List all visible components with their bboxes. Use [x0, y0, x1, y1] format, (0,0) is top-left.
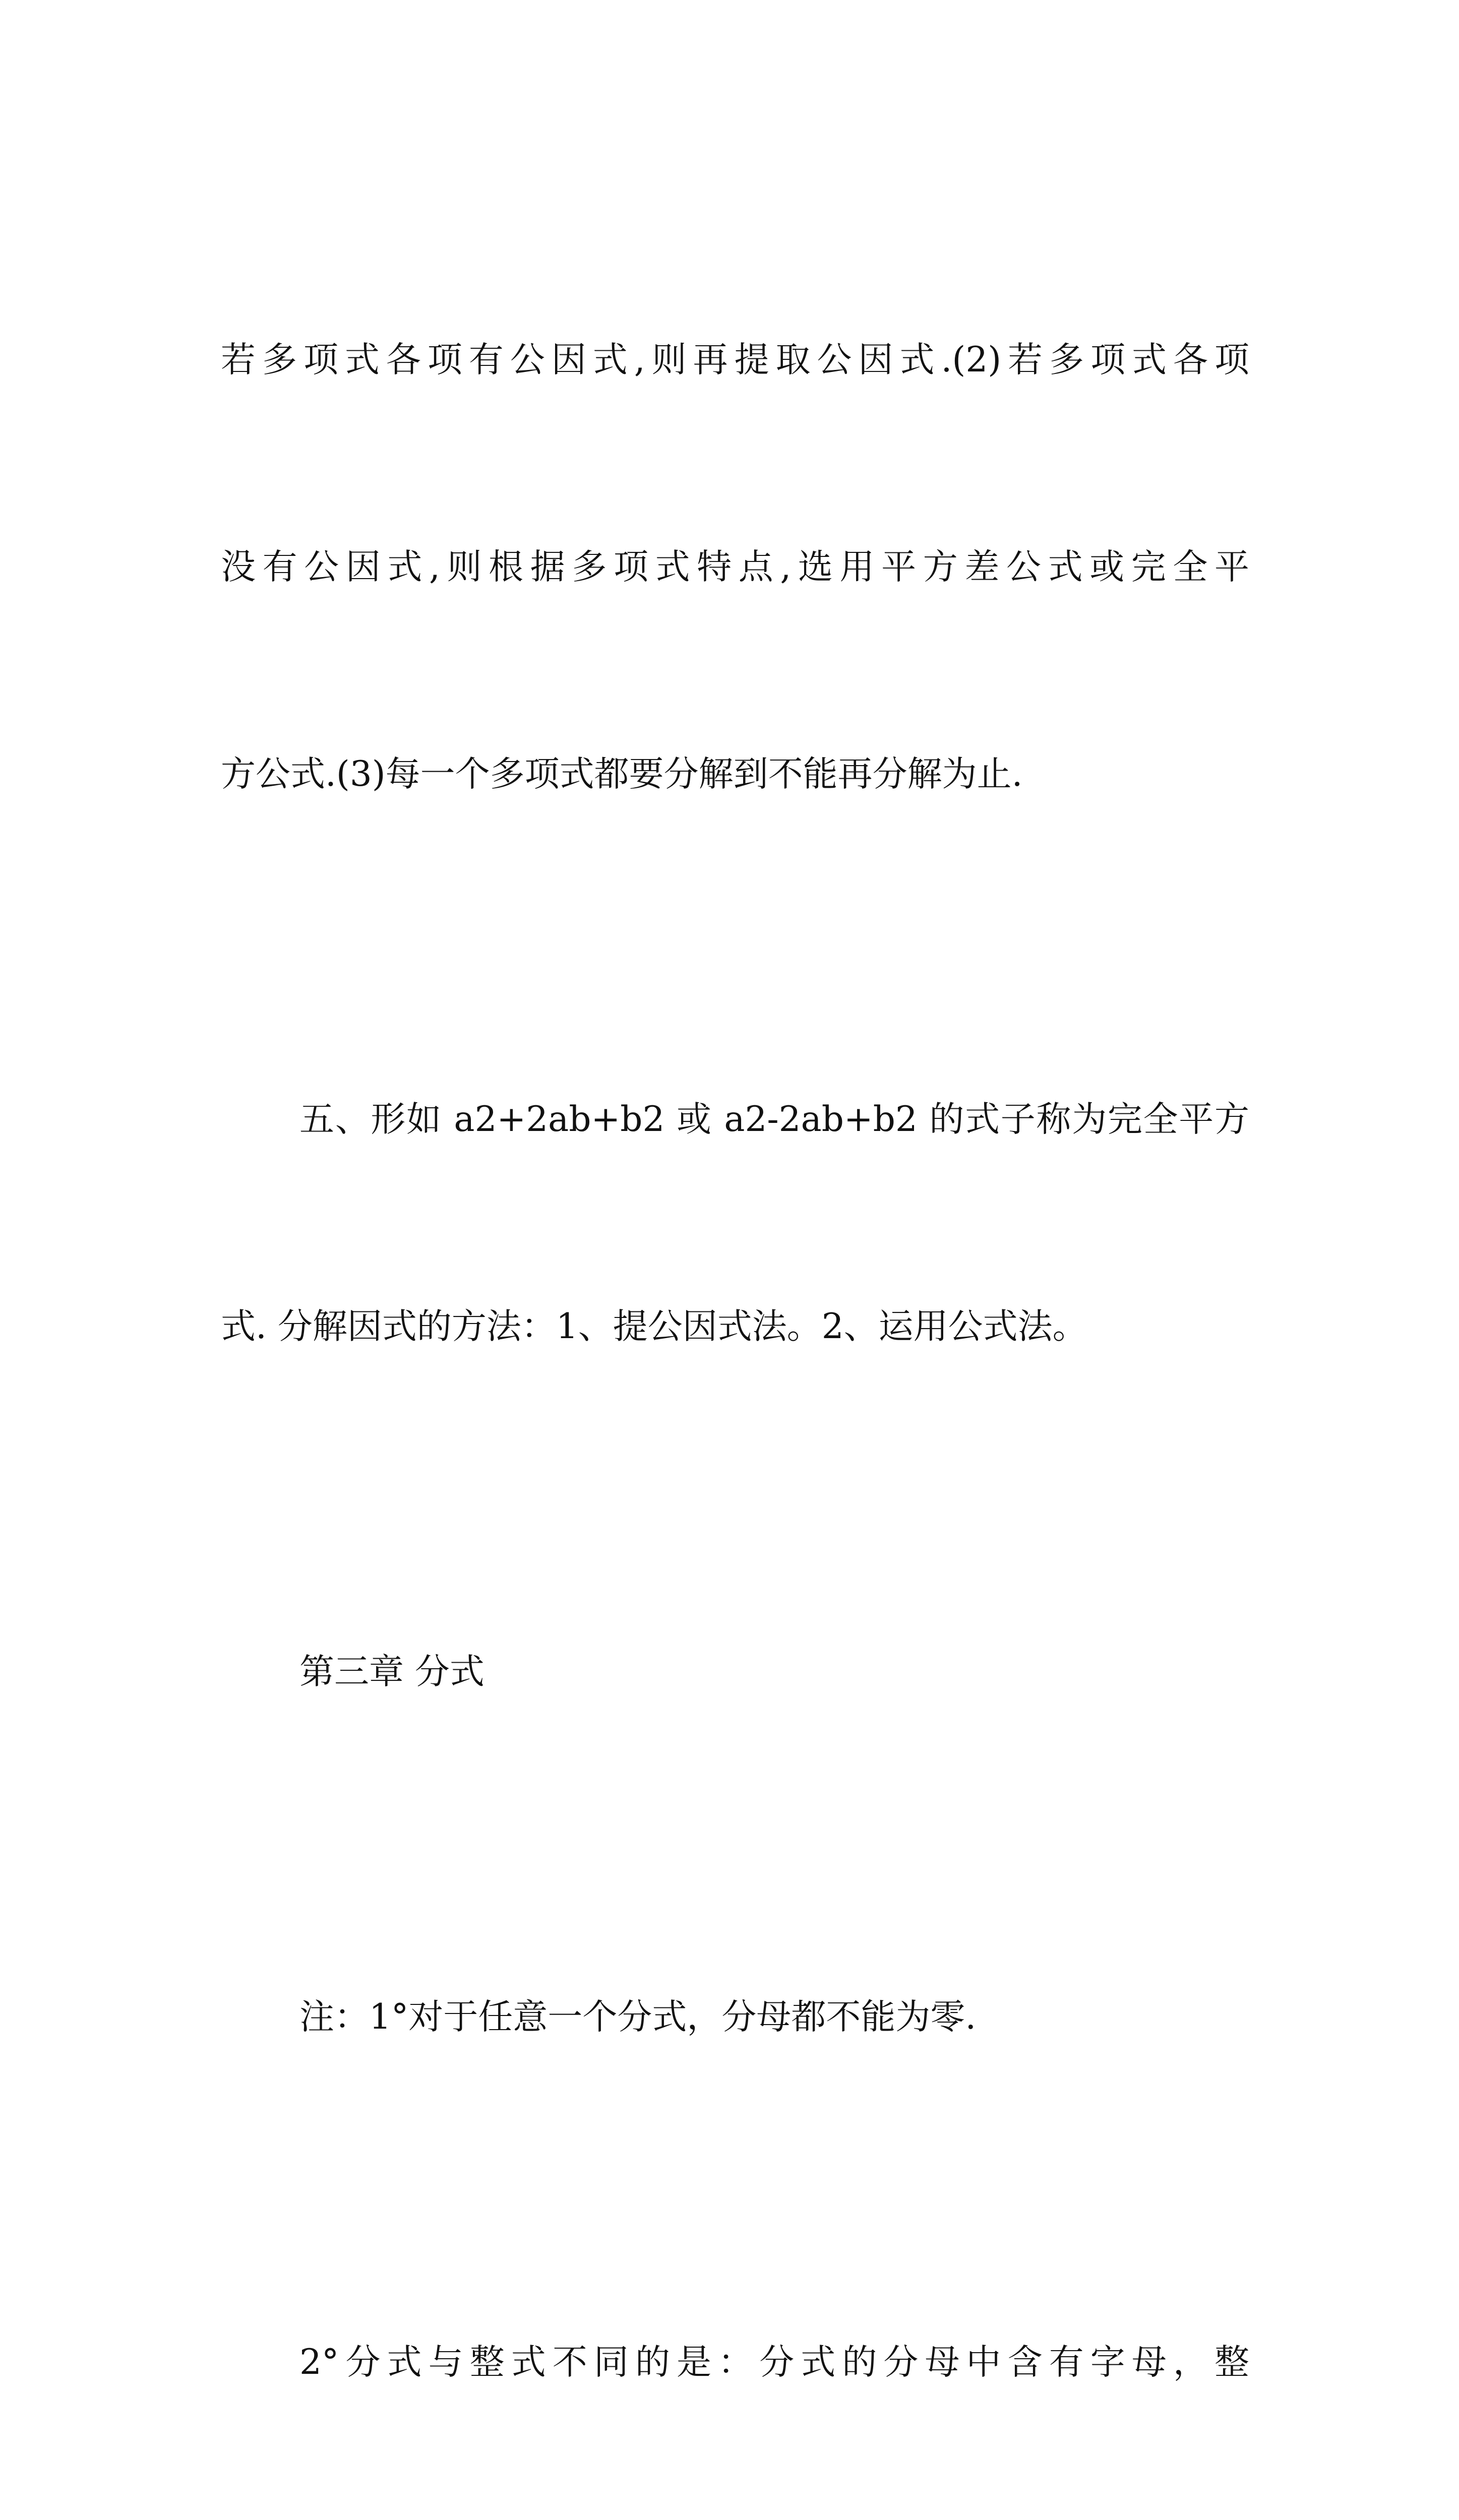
text-line: 式. 分解因式的方法：1、提公因式法。2、运用公式法。: [221, 1306, 1087, 1347]
document-body: [221, 187, 1249, 2520]
text-line: 若多项式各项有公因式,则再提取公因式.(2)若多项式各项: [221, 340, 1249, 380]
chapter-heading: [221, 1499, 1249, 1845]
text-line: 注：1°对于任意一个分式，分母都不能为零.: [299, 1997, 977, 2037]
text-line: 五、形如 a2+2ab+b2 或 a2-2ab+b2 的式子称为完全平方: [299, 1099, 1249, 1140]
text-line: 第三章 分式: [299, 1652, 484, 1692]
paragraph: [221, 947, 1249, 1499]
text-line: 2°分式与整式不同的是：分式的分母中含有字母，整: [299, 2342, 1249, 2382]
paragraph: [221, 1845, 1249, 2190]
text-line: 方公式.(3)每一个多项式都要分解到不能再分解为止.: [221, 754, 1023, 794]
text-line: 没有公因式,则根据多项式特点,选用平方差公式或完全平: [221, 547, 1249, 587]
paragraph: [221, 187, 1249, 947]
paragraph: [221, 2190, 1249, 2520]
